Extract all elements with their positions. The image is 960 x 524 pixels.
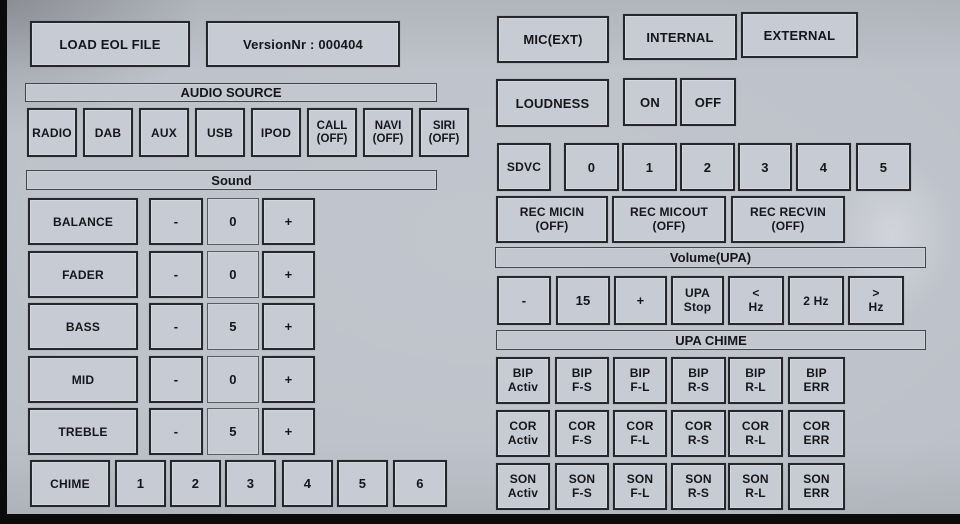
bip-err-button[interactable] bbox=[788, 357, 845, 404]
son-fs-line2: F-S bbox=[572, 485, 592, 500]
volume-decrease-button[interactable]: - bbox=[497, 276, 551, 325]
balance-increase-button[interactable]: + bbox=[262, 198, 315, 245]
treble-increase-button[interactable]: + bbox=[262, 408, 315, 455]
upa-chime-header: UPA CHIME bbox=[496, 330, 926, 350]
chime-preset-4-button[interactable]: 4 bbox=[282, 460, 333, 507]
son-err-button[interactable] bbox=[788, 463, 845, 510]
balance-decrease-button[interactable]: - bbox=[149, 198, 203, 245]
cor-err-line2: ERR bbox=[803, 432, 830, 447]
cor-activ-line1: COR bbox=[509, 419, 537, 434]
cor-fs-button[interactable] bbox=[555, 410, 609, 457]
external-button[interactable]: EXTERNAL bbox=[741, 12, 858, 58]
cor-rs-line2: R-S bbox=[687, 432, 710, 447]
cor-rl-line1: COR bbox=[741, 419, 770, 434]
balance-value: 0 bbox=[207, 198, 259, 245]
rec-micout-button[interactable] bbox=[612, 196, 726, 243]
cor-err-line1: COR bbox=[802, 419, 831, 434]
sdvc-level-4-button[interactable]: 4 bbox=[796, 143, 851, 191]
source-button-usb[interactable]: USB bbox=[195, 108, 245, 157]
son-fl-button[interactable] bbox=[613, 463, 667, 510]
bip-fs-line2: F-S bbox=[572, 379, 592, 394]
bip-rl-line1: BIP bbox=[745, 366, 766, 381]
volume-upa-header: Volume(UPA) bbox=[495, 247, 926, 268]
source-button-siri-label: SIRI bbox=[432, 119, 456, 132]
source-button-siri-state: (OFF) bbox=[428, 132, 460, 145]
son-err-line2: ERR bbox=[803, 485, 830, 500]
source-button-navi[interactable] bbox=[363, 108, 413, 157]
chime-preset-1-button[interactable]: 1 bbox=[115, 460, 166, 507]
cor-fs-line2: F-S bbox=[572, 432, 592, 447]
bip-rl-button[interactable] bbox=[728, 357, 783, 404]
sdvc-level-1-button[interactable]: 1 bbox=[622, 143, 677, 191]
bip-activ-button[interactable] bbox=[496, 357, 550, 404]
son-rl-line2: R-L bbox=[745, 485, 766, 500]
son-fl-line2: F-L bbox=[630, 485, 650, 500]
freq-up-unit: Hz bbox=[868, 299, 884, 314]
son-rl-button[interactable] bbox=[728, 463, 783, 510]
source-button-dab[interactable]: DAB bbox=[83, 108, 133, 157]
bass-decrease-button[interactable]: - bbox=[149, 303, 203, 350]
freq-up-button[interactable] bbox=[848, 276, 904, 325]
bip-rs-button[interactable] bbox=[671, 357, 726, 404]
balance-button[interactable]: BALANCE bbox=[28, 198, 138, 245]
mid-button[interactable]: MID bbox=[28, 356, 138, 403]
loudness-off-button[interactable]: OFF bbox=[680, 78, 736, 126]
son-fs-button[interactable] bbox=[555, 463, 609, 510]
volume-increase-button[interactable]: + bbox=[614, 276, 667, 325]
bip-rs-line1: BIP bbox=[688, 366, 709, 381]
internal-button[interactable]: INTERNAL bbox=[623, 14, 737, 60]
source-button-aux[interactable]: AUX bbox=[139, 108, 189, 157]
son-rl-line1: SON bbox=[742, 472, 769, 487]
touchscreen bbox=[7, 0, 960, 514]
son-err-line1: SON bbox=[803, 472, 830, 487]
treble-button[interactable]: TREBLE bbox=[28, 408, 138, 455]
cor-rl-button[interactable] bbox=[728, 410, 783, 457]
sdvc-level-5-button[interactable]: 5 bbox=[856, 143, 911, 191]
freq-down-arrow: < bbox=[752, 286, 760, 301]
freq-down-button[interactable] bbox=[728, 276, 784, 325]
bip-activ-line1: BIP bbox=[512, 366, 534, 381]
source-button-navi-label: NAVI bbox=[374, 119, 402, 132]
fader-decrease-button[interactable]: - bbox=[149, 251, 203, 298]
son-activ-line2: Activ bbox=[507, 485, 539, 500]
bip-err-line2: ERR bbox=[803, 379, 830, 394]
sdvc-level-0-button[interactable]: 0 bbox=[564, 143, 619, 191]
rec-micin-label: REC MICIN bbox=[519, 205, 585, 220]
bass-button[interactable]: BASS bbox=[28, 303, 138, 350]
mid-value: 0 bbox=[207, 356, 259, 403]
cor-err-button[interactable] bbox=[788, 410, 845, 457]
chime-button[interactable]: CHIME bbox=[30, 460, 110, 507]
bip-fl-line2: F-L bbox=[630, 379, 650, 394]
treble-decrease-button[interactable]: - bbox=[149, 408, 203, 455]
chime-preset-3-button[interactable]: 3 bbox=[225, 460, 276, 507]
fader-value: 0 bbox=[207, 251, 259, 298]
bass-increase-button[interactable]: + bbox=[262, 303, 315, 350]
rec-micout-label: REC MICOUT bbox=[630, 205, 708, 220]
bass-value: 5 bbox=[207, 303, 259, 350]
treble-value: 5 bbox=[207, 408, 259, 455]
son-rs-button[interactable] bbox=[671, 463, 726, 510]
cor-activ-button[interactable] bbox=[496, 410, 550, 457]
chime-preset-2-button[interactable]: 2 bbox=[170, 460, 221, 507]
source-button-call-state: (OFF) bbox=[316, 132, 348, 145]
cor-fl-line2: F-L bbox=[630, 432, 650, 447]
rec-micin-button[interactable] bbox=[496, 196, 608, 243]
rec-recvin-state: (OFF) bbox=[771, 218, 805, 233]
upa-stop-line1: UPA bbox=[684, 286, 711, 301]
mid-decrease-button[interactable]: - bbox=[149, 356, 203, 403]
son-activ-button[interactable] bbox=[496, 463, 550, 510]
son-activ-line1: SON bbox=[509, 472, 537, 487]
bip-fs-button[interactable] bbox=[555, 357, 609, 404]
source-button-ipod[interactable]: IPOD bbox=[251, 108, 301, 157]
son-fs-line1: SON bbox=[568, 472, 596, 487]
bip-fs-line1: BIP bbox=[571, 366, 593, 381]
bip-fl-line1: BIP bbox=[629, 366, 651, 381]
fader-increase-button[interactable]: + bbox=[262, 251, 315, 298]
source-button-call[interactable] bbox=[307, 108, 357, 157]
source-button-navi-state: (OFF) bbox=[372, 132, 404, 145]
sound-header: Sound bbox=[26, 170, 437, 190]
upa-stop-line2: Stop bbox=[683, 299, 712, 314]
cor-fl-line1: COR bbox=[626, 419, 654, 434]
mic-ext-button[interactable]: MIC(EXT) bbox=[497, 16, 609, 63]
loudness-on-button[interactable]: ON bbox=[623, 78, 677, 126]
loudness-button[interactable]: LOUDNESS bbox=[496, 79, 609, 127]
audio-source-header: AUDIO SOURCE bbox=[25, 83, 437, 102]
rec-micin-state: (OFF) bbox=[535, 218, 569, 233]
bip-rl-line2: R-L bbox=[745, 379, 766, 394]
chime-preset-6-button[interactable]: 6 bbox=[393, 460, 447, 507]
sdvc-level-2-button[interactable]: 2 bbox=[680, 143, 735, 191]
cor-fs-line1: COR bbox=[568, 419, 596, 434]
rec-recvin-button[interactable] bbox=[731, 196, 845, 243]
version-display: VersionNr : 000404 bbox=[206, 21, 400, 67]
chime-preset-5-button[interactable]: 5 bbox=[337, 460, 388, 507]
freq-up-arrow: > bbox=[872, 286, 880, 301]
cor-rs-line1: COR bbox=[684, 419, 713, 434]
volume-value: 15 bbox=[556, 276, 610, 325]
load-eol-file-button[interactable]: LOAD EOL FILE bbox=[30, 21, 190, 67]
cor-rs-button[interactable] bbox=[671, 410, 726, 457]
sdvc-button[interactable]: SDVC bbox=[497, 143, 551, 191]
freq-down-unit: Hz bbox=[748, 299, 764, 314]
rec-micout-state: (OFF) bbox=[652, 218, 686, 233]
bip-activ-line2: Activ bbox=[507, 379, 539, 394]
cor-activ-line2: Activ bbox=[507, 432, 539, 447]
rec-recvin-label: REC RECVIN bbox=[749, 205, 826, 220]
son-rs-line1: SON bbox=[685, 472, 712, 487]
source-button-siri[interactable] bbox=[419, 108, 469, 157]
cor-fl-button[interactable] bbox=[613, 410, 667, 457]
source-button-radio[interactable]: RADIO bbox=[27, 108, 77, 157]
sdvc-level-3-button[interactable]: 3 bbox=[738, 143, 792, 191]
son-rs-line2: R-S bbox=[687, 485, 710, 500]
son-fl-line1: SON bbox=[626, 472, 654, 487]
upa-stop-button[interactable] bbox=[671, 276, 724, 325]
bip-fl-button[interactable] bbox=[613, 357, 667, 404]
mid-increase-button[interactable]: + bbox=[262, 356, 315, 403]
fader-button[interactable]: FADER bbox=[28, 251, 138, 298]
cor-rl-line2: R-L bbox=[745, 432, 766, 447]
source-button-call-label: CALL bbox=[316, 119, 348, 132]
bip-rs-line2: R-S bbox=[687, 379, 710, 394]
freq-value: 2 Hz bbox=[788, 276, 844, 325]
bip-err-line1: BIP bbox=[806, 366, 827, 381]
